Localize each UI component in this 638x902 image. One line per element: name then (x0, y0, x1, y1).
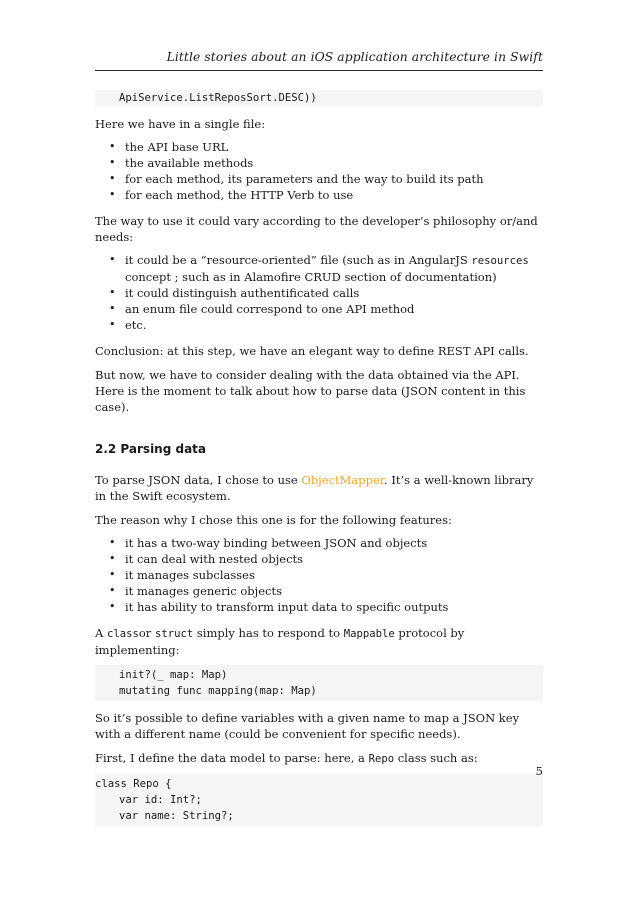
bullet-icon: • (109, 318, 116, 331)
features-intro-paragraph: The reason why I chose this one is for the following features: (95, 513, 452, 527)
list-item: • the available methods (109, 156, 254, 170)
intro-list (95, 139, 543, 203)
inline-code: Repo (368, 753, 395, 765)
list-item: • for each method, its parameters and the way to build its path (109, 172, 484, 186)
list-item: • it has a two-way binding between JSON and objects (109, 536, 428, 550)
page-number: 5 (535, 764, 543, 778)
list-item: • an enum file could correspond to one API method (109, 302, 415, 316)
parsing-paragraph: To parse JSON data, I chose to use ObjectMapper. It’s a well-known library in the Swift ecosystem. (95, 473, 534, 503)
inline-code: class (106, 628, 139, 640)
section-heading: 2.2 Parsing data (95, 442, 207, 456)
bullet-icon: • (109, 568, 116, 581)
bullet-icon: • (109, 302, 116, 315)
list-item: • it could distinguish authentificated calls (109, 286, 360, 300)
code-block-top (95, 90, 543, 106)
code-block-repo (95, 774, 543, 826)
objectmapper-link[interactable]: ObjectMapper (301, 473, 385, 487)
inline-code: resources (471, 255, 529, 267)
code-line: init?(_ map: Map) (119, 669, 228, 681)
bullet-icon: • (109, 156, 116, 169)
code-line: var id: Int?; (119, 794, 202, 806)
bullet-icon: • (109, 172, 116, 185)
bullet-icon: • (109, 188, 116, 201)
list-item: • etc. (109, 318, 147, 332)
usage-paragraph: The way to use it could vary according to the developer’s philosophy or/and needs: (95, 214, 538, 244)
bullet-icon: • (109, 584, 116, 597)
bullet-icon: • (109, 600, 116, 613)
running-header: Little stories about an iOS application architecture in Swift (166, 50, 543, 64)
usage-list (95, 252, 543, 333)
bullet-icon: • (109, 552, 116, 565)
conclusion-paragraph: Conclusion: at this step, we have an elegant way to define REST API calls. (95, 344, 529, 358)
code-line: ApiService.ListReposSort.DESC)) (119, 92, 317, 104)
list-item: • it has ability to transform input data to specific outputs (109, 600, 449, 614)
inline-code: Mappable (343, 628, 395, 640)
list-item: • it manages subclasses (109, 568, 255, 582)
intro-paragraph: Here we have in a single file: (95, 117, 266, 131)
list-item: • it could be a “resource-oriented” file (such as in AngularJS resources concept ; such as in Alamofire CRUD section of documentation) (109, 253, 529, 284)
features-list (95, 535, 543, 615)
model-paragraph: First, I define the data model to parse: here, a Repo class such as: (95, 751, 478, 765)
list-item: • the API base URL (109, 140, 229, 154)
list-item: • for each method, the HTTP Verb to use (109, 188, 354, 202)
list-item: • it can deal with nested objects (109, 552, 304, 566)
code-line: var name: String?; (119, 810, 234, 822)
bullet-icon: • (109, 286, 116, 299)
mappable-paragraph: A classor struct simply has to respond to Mappable protocol by implementing: (95, 626, 465, 657)
bullet-icon: • (109, 140, 116, 153)
inline-code: struct (154, 628, 194, 640)
code-block-mappable (95, 665, 543, 701)
header-rule (95, 70, 543, 71)
bullet-icon: • (109, 253, 116, 266)
page-content (95, 86, 543, 826)
transition-paragraph: But now, we have to consider dealing with the data obtained via the API. Here is the moment to talk about how to parse data (JSON content in this case). (95, 368, 526, 414)
list-item: • it manages generic objects (109, 584, 282, 598)
code-line: class Repo { (95, 778, 172, 790)
bullet-icon: • (109, 536, 116, 549)
variables-paragraph: So it’s possible to define variables with a given name to map a JSON key with a different name (could be convenient for specific needs). (95, 711, 520, 741)
code-line: mutating func mapping(map: Map) (119, 685, 317, 697)
